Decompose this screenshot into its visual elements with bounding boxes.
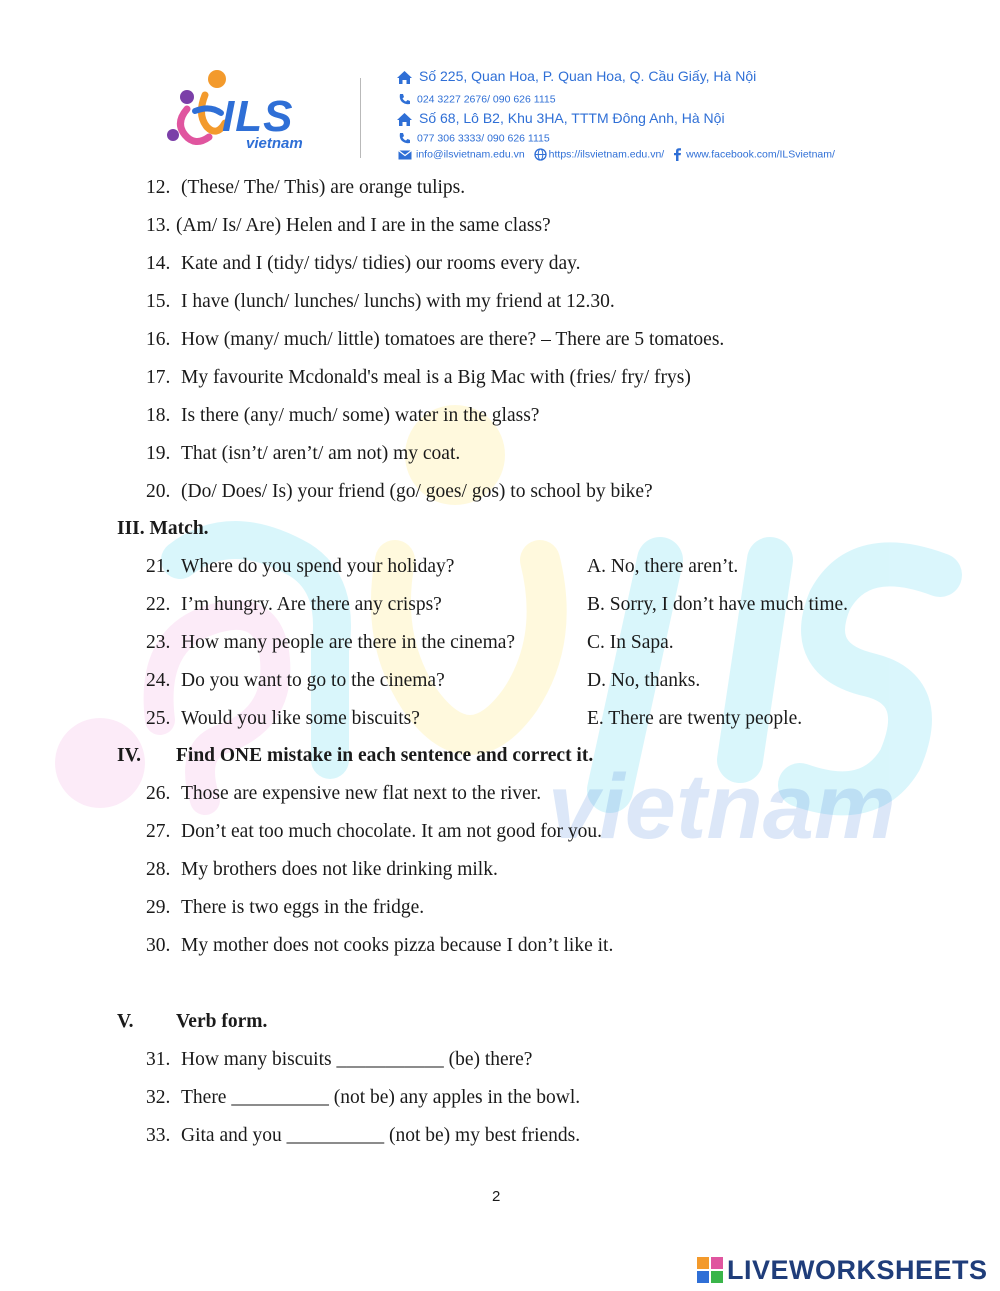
logo-text: ILS	[222, 92, 294, 141]
liveworksheets-icon	[697, 1257, 723, 1283]
item-number: 13.	[146, 215, 171, 236]
web-contact-line	[398, 148, 835, 161]
match-question: Do you want to go to the cinema?	[181, 670, 445, 691]
section-heading-verb-form	[117, 1010, 268, 1034]
facebook-link[interactable]: www.facebook.com/ILSvietnam/	[686, 148, 835, 161]
section-title: Verb form.	[176, 1011, 268, 1032]
item-number: 15.	[146, 291, 171, 312]
liveworksheets-logo[interactable]	[697, 1254, 988, 1286]
item-number: 24.	[146, 670, 171, 691]
item-number: 12.	[146, 177, 171, 198]
item-text: Don’t eat too much chocolate. It am not good for you.	[181, 821, 602, 842]
item-number: 16.	[146, 329, 171, 350]
item-text: That (isn’t/ aren’t/ am not) my coat.	[181, 443, 461, 464]
section-roman: V.	[117, 1011, 134, 1032]
email-link[interactable]: info@ilsvietnam.edu.vn	[416, 148, 525, 161]
item-number: 29.	[146, 897, 171, 918]
phone-line-1	[398, 93, 556, 106]
item-number: 22.	[146, 594, 171, 615]
match-answer: E. There are twenty people.	[587, 708, 803, 729]
match-question: I’m hungry. Are there any crisps?	[181, 594, 442, 615]
facebook-icon	[673, 148, 682, 161]
item-text: My favourite Mcdonald's meal is a Big Mac with (fries/ fry/ frys)	[181, 367, 691, 388]
address-line-1	[396, 68, 756, 85]
match-answer: D. No, thanks.	[587, 670, 701, 691]
mail-icon	[398, 150, 412, 160]
item-number: 17.	[146, 367, 171, 388]
section-title: Find ONE mistake in each sentence and correct it.	[176, 745, 594, 766]
item-text: Is there (any/ much/ some) water in the glass?	[181, 405, 540, 426]
match-answer: B. Sorry, I don’t have much time.	[587, 594, 849, 615]
item-text: (Am/ Is/ Are) Helen and I are in the same class?	[176, 215, 551, 236]
item-text: My brothers does not like drinking milk.	[181, 859, 498, 880]
home-icon	[396, 70, 413, 85]
item-number: 23.	[146, 632, 171, 653]
section-heading-mistakes	[117, 744, 594, 768]
item-number: 27.	[146, 821, 171, 842]
item-text: There is two eggs in the fridge.	[181, 897, 425, 918]
address-1-text: Số 225, Quan Hoa, P. Quan Hoa, Q. Cầu Giấy, Hà Nội	[419, 68, 757, 84]
home-icon	[396, 112, 413, 127]
item-text: My mother does not cooks pizza because I don’t like it.	[181, 935, 614, 956]
item-number: 32.	[146, 1087, 171, 1108]
item-number: 19.	[146, 443, 171, 464]
page-number: 2	[492, 1188, 501, 1205]
item-number: 20.	[146, 481, 171, 502]
header-divider	[360, 78, 361, 158]
match-question: Where do you spend your holiday?	[181, 556, 455, 577]
address-line-2	[396, 110, 725, 127]
item-number: 14.	[146, 253, 171, 274]
item-number: 33.	[146, 1125, 171, 1146]
item-number: 28.	[146, 859, 171, 880]
item-text: Kate and I (tidy/ tidys/ tidies) our rooms every day.	[181, 253, 581, 274]
item-number: 18.	[146, 405, 171, 426]
phone-icon	[398, 132, 411, 145]
match-question: Would you like some biscuits?	[181, 708, 420, 729]
item-text: Gita and you __________ (not be) my best friends.	[181, 1125, 581, 1146]
item-text: There __________ (not be) any apples in the bowl.	[181, 1087, 581, 1108]
match-question: How many people are there in the cinema?	[181, 632, 516, 653]
item-number: 26.	[146, 783, 171, 804]
phone-2-text: 077 306 3333/ 090 626 1115	[417, 132, 550, 145]
item-text: I have (lunch/ lunches/ lunchs) with my friend at 12.30.	[181, 291, 615, 312]
logo-subtext: vietnam	[246, 135, 303, 152]
item-text: How many biscuits ___________ (be) there?	[181, 1049, 533, 1070]
phone-1-text: 024 3227 2676/ 090 626 1115	[417, 93, 556, 106]
phone-line-2	[398, 132, 550, 145]
website-link[interactable]: https://ilsvietnam.edu.vn/	[548, 148, 665, 161]
item-number: 25.	[146, 708, 171, 729]
match-answer: A. No, there aren’t.	[587, 556, 739, 577]
liveworksheets-text: LIVEWORKSHEETS	[727, 1254, 988, 1285]
item-text: (These/ The/ This) are orange tulips.	[181, 177, 466, 198]
match-answer: C. In Sapa.	[587, 632, 674, 653]
item-number: 30.	[146, 935, 171, 956]
watermark-text: vietnam	[548, 756, 896, 858]
item-text: How (many/ much/ little) tomatoes are there? – There are 5 tomatoes.	[181, 329, 725, 350]
item-text: (Do/ Does/ Is) your friend (go/ goes/ gos) to school by bike?	[181, 481, 653, 502]
globe-icon	[534, 148, 547, 161]
item-number: 31.	[146, 1049, 171, 1070]
item-number: 21.	[146, 556, 171, 577]
section-heading-match: III. Match.	[117, 518, 209, 539]
address-2-text: Số 68, Lô B2, Khu 3HA, TTTM Đông Anh, Hà Nội	[419, 110, 725, 126]
item-text: Those are expensive new flat next to the river.	[181, 783, 542, 804]
section-roman: IV.	[117, 745, 142, 766]
phone-icon	[398, 93, 411, 106]
